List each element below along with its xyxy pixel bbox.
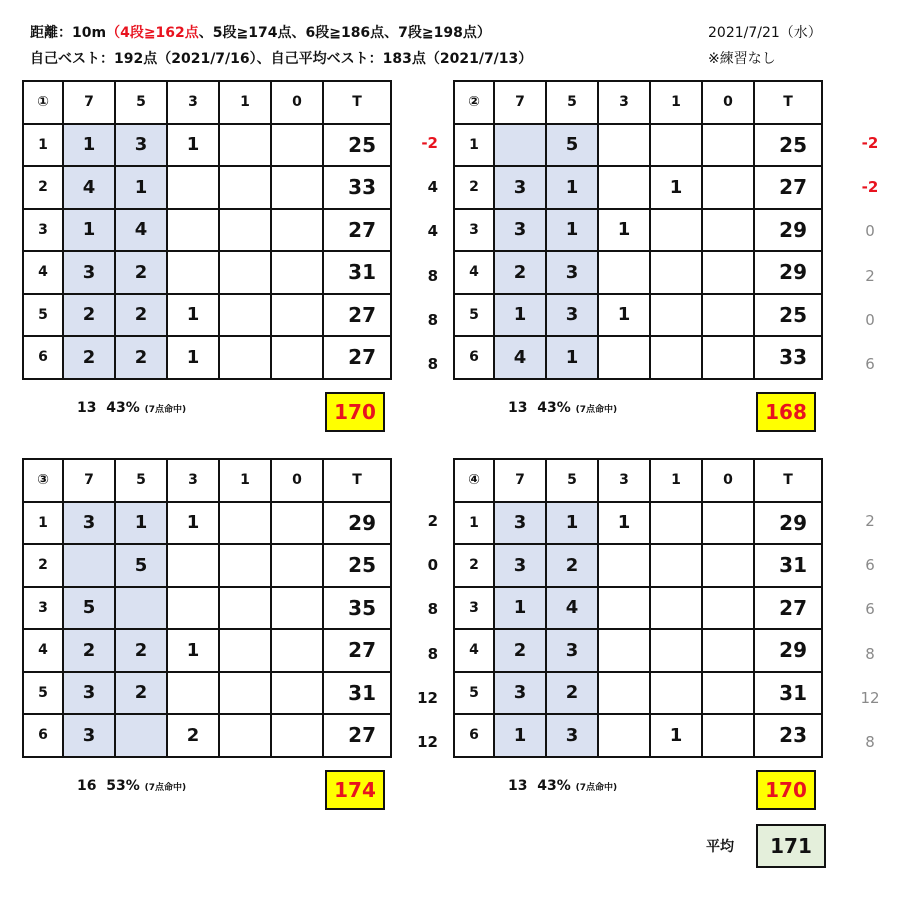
hit-rate-stat [77, 400, 186, 416]
count-3pt [167, 587, 219, 630]
count-7pt: 2 [494, 251, 546, 294]
column-header-0: 0 [271, 81, 323, 124]
end-number: 1 [454, 124, 494, 167]
end-total: 29 [754, 209, 822, 252]
column-header-5: 5 [546, 459, 598, 502]
average-score: 171 [756, 824, 826, 868]
count-7pt: 3 [63, 251, 115, 294]
count-5pt: 3 [546, 714, 598, 757]
count-0pt [702, 587, 754, 630]
end-total: 27 [754, 587, 822, 630]
score-diff: 6 [865, 556, 875, 575]
hit-percentage: 43% [537, 400, 571, 416]
count-1pt [650, 124, 702, 167]
count-5pt: 2 [115, 672, 167, 715]
table-row [23, 251, 391, 294]
grade-thresholds: 、5段≧174点、6段≧186点、7段≧198点） [198, 25, 491, 41]
count-1pt [219, 294, 271, 337]
end-total: 29 [754, 251, 822, 294]
count-1pt [219, 629, 271, 672]
count-5pt: 4 [546, 587, 598, 630]
score-diff: 8 [427, 266, 438, 285]
count-3pt: 2 [167, 714, 219, 757]
score-diff: 8 [427, 355, 438, 373]
table-row [23, 587, 391, 630]
score-diff: 8 [427, 600, 438, 619]
end-number: 1 [454, 502, 494, 545]
end-number: 2 [23, 166, 63, 209]
count-1pt [219, 336, 271, 379]
round-panel-2 [453, 80, 823, 424]
count-5pt: 2 [115, 629, 167, 672]
end-total: 33 [754, 336, 822, 379]
table-row [23, 502, 391, 545]
score-diff: 8 [427, 644, 438, 663]
count-0pt [271, 587, 323, 630]
score-diff: 6 [865, 355, 875, 373]
count-3pt [598, 251, 650, 294]
count-7pt: 3 [494, 502, 546, 545]
end-number: 4 [23, 251, 63, 294]
table-row [454, 672, 822, 715]
end-number: 2 [454, 544, 494, 587]
end-number: 5 [454, 294, 494, 337]
header-row [454, 81, 822, 124]
count-7pt: 2 [63, 294, 115, 337]
count-0pt [702, 714, 754, 757]
end-total: 35 [323, 587, 391, 630]
count-1pt [650, 629, 702, 672]
column-header-5: 5 [546, 81, 598, 124]
count-0pt [702, 251, 754, 294]
count-5pt: 2 [115, 294, 167, 337]
count-3pt: 1 [598, 209, 650, 252]
round-total: 170 [325, 392, 385, 432]
count-3pt [598, 124, 650, 167]
end-number: 6 [23, 336, 63, 379]
count-5pt: 1 [546, 336, 598, 379]
end-total: 25 [754, 124, 822, 167]
table-row [454, 124, 822, 167]
count-1pt [219, 124, 271, 167]
table-row [454, 587, 822, 630]
table-row [454, 502, 822, 545]
table-row [454, 166, 822, 209]
score-diff: 2 [427, 512, 438, 530]
count-0pt [702, 166, 754, 209]
count-1pt: 1 [650, 714, 702, 757]
score-diff: 0 [865, 310, 875, 329]
end-total: 27 [323, 209, 391, 252]
count-5pt [115, 714, 167, 757]
date-label: 2021/7/21（水） [708, 25, 822, 41]
count-1pt: 1 [650, 166, 702, 209]
round-total: 174 [325, 770, 385, 810]
count-7pt: 3 [494, 672, 546, 715]
count-7pt [63, 544, 115, 587]
end-total: 25 [754, 294, 822, 337]
count-7pt [494, 124, 546, 167]
end-total: 27 [323, 336, 391, 379]
hit-note: (7点命中) [575, 783, 618, 793]
column-header-1: 1 [219, 81, 271, 124]
end-total: 31 [754, 544, 822, 587]
count-7pt: 2 [63, 629, 115, 672]
count-1pt [650, 209, 702, 252]
table-row [23, 672, 391, 715]
score-diff: 8 [865, 644, 875, 663]
count-3pt: 1 [598, 502, 650, 545]
count-7pt: 1 [63, 209, 115, 252]
count-3pt [598, 629, 650, 672]
end-total: 25 [323, 124, 391, 167]
count-1pt [219, 587, 271, 630]
hit-rate-stat [508, 778, 617, 794]
count-0pt [271, 294, 323, 337]
count-1pt [219, 672, 271, 715]
count-0pt [271, 336, 323, 379]
score-diff: 0 [865, 222, 875, 241]
count-5pt: 3 [546, 251, 598, 294]
count-0pt [271, 124, 323, 167]
hit-note: (7点命中) [144, 783, 187, 793]
column-header-0: 0 [271, 459, 323, 502]
seven-point-hits: 16 [77, 778, 97, 794]
count-1pt [650, 672, 702, 715]
column-header-1: 1 [650, 459, 702, 502]
count-3pt [598, 336, 650, 379]
count-1pt [650, 251, 702, 294]
end-number: 4 [23, 629, 63, 672]
column-header-T: T [754, 459, 822, 502]
count-3pt: 1 [167, 502, 219, 545]
header-row [454, 459, 822, 502]
score-diff: 4 [427, 178, 438, 197]
end-number: 6 [23, 714, 63, 757]
score-diff: 2 [865, 266, 875, 285]
end-total: 29 [754, 502, 822, 545]
column-header-T: T [323, 81, 391, 124]
column-header-0: 0 [702, 81, 754, 124]
count-0pt [271, 672, 323, 715]
column-header-7: 7 [494, 459, 546, 502]
count-1pt [650, 502, 702, 545]
seven-point-hits: 13 [508, 400, 528, 416]
column-header-3: 3 [598, 81, 650, 124]
end-number: 5 [454, 672, 494, 715]
count-0pt [702, 544, 754, 587]
end-number: 5 [23, 294, 63, 337]
count-7pt: 5 [63, 587, 115, 630]
score-diff: 4 [427, 222, 438, 241]
column-header-0: 0 [702, 459, 754, 502]
count-5pt: 2 [115, 336, 167, 379]
count-3pt [598, 714, 650, 757]
count-1pt [650, 336, 702, 379]
end-total: 29 [754, 629, 822, 672]
column-header-1: 1 [219, 459, 271, 502]
count-5pt: 3 [546, 629, 598, 672]
round-label: ① [23, 81, 63, 124]
count-1pt [219, 502, 271, 545]
count-5pt [115, 587, 167, 630]
count-7pt: 4 [63, 166, 115, 209]
count-0pt [702, 672, 754, 715]
header-row [23, 81, 391, 124]
column-header-1: 1 [650, 81, 702, 124]
table-row [454, 714, 822, 757]
end-total: 31 [323, 251, 391, 294]
count-3pt [167, 251, 219, 294]
score-diff: 0 [427, 556, 438, 575]
table-row [23, 294, 391, 337]
round-label: ④ [454, 459, 494, 502]
count-5pt: 1 [546, 209, 598, 252]
end-total: 27 [323, 629, 391, 672]
count-3pt [598, 672, 650, 715]
count-3pt [598, 544, 650, 587]
count-5pt: 1 [115, 502, 167, 545]
round-panel-4 [453, 458, 823, 802]
end-number: 3 [454, 587, 494, 630]
count-0pt [271, 544, 323, 587]
count-5pt: 2 [546, 544, 598, 587]
count-7pt: 2 [63, 336, 115, 379]
count-5pt: 1 [115, 166, 167, 209]
count-1pt [650, 294, 702, 337]
count-3pt: 1 [167, 294, 219, 337]
end-total: 31 [754, 672, 822, 715]
count-3pt: 1 [167, 336, 219, 379]
count-3pt [167, 544, 219, 587]
count-1pt [219, 166, 271, 209]
count-5pt: 2 [546, 672, 598, 715]
header-row [23, 459, 391, 502]
count-1pt [650, 544, 702, 587]
seven-point-hits: 13 [508, 778, 528, 794]
count-7pt: 3 [63, 502, 115, 545]
round-panel-1 [22, 80, 392, 424]
count-3pt [167, 209, 219, 252]
seven-point-hits: 13 [77, 400, 97, 416]
column-header-3: 3 [167, 459, 219, 502]
table-row [454, 209, 822, 252]
table-row [454, 336, 822, 379]
score-diff: 6 [865, 600, 875, 619]
count-7pt: 3 [63, 714, 115, 757]
count-7pt: 1 [63, 124, 115, 167]
count-3pt: 1 [598, 294, 650, 337]
table-row [23, 209, 391, 252]
end-number: 5 [23, 672, 63, 715]
end-number: 2 [23, 544, 63, 587]
score-diff: 2 [865, 512, 875, 530]
score-diff: 8 [427, 310, 438, 329]
count-0pt [271, 502, 323, 545]
count-7pt: 3 [494, 209, 546, 252]
hit-rate-stat [508, 400, 617, 416]
count-3pt [598, 166, 650, 209]
count-3pt: 1 [167, 629, 219, 672]
hit-note: (7点命中) [144, 405, 187, 415]
end-number: 4 [454, 629, 494, 672]
score-table [22, 80, 392, 380]
end-number: 4 [454, 251, 494, 294]
column-header-5: 5 [115, 81, 167, 124]
count-7pt: 3 [494, 166, 546, 209]
end-number: 6 [454, 714, 494, 757]
table-row [23, 166, 391, 209]
count-0pt [702, 336, 754, 379]
table-row [454, 544, 822, 587]
score-diff: -2 [861, 178, 879, 197]
table-row [23, 714, 391, 757]
count-5pt: 1 [546, 166, 598, 209]
round-label: ② [454, 81, 494, 124]
count-5pt: 5 [546, 124, 598, 167]
count-0pt [271, 714, 323, 757]
end-total: 27 [323, 294, 391, 337]
hit-note: (7点命中) [575, 405, 618, 415]
hit-percentage: 43% [537, 778, 571, 794]
header-line-1 [30, 22, 491, 42]
practice-note: ※練習なし [708, 51, 776, 67]
count-0pt [271, 251, 323, 294]
count-5pt: 3 [546, 294, 598, 337]
table-row [23, 544, 391, 587]
end-total: 27 [754, 166, 822, 209]
count-0pt [271, 209, 323, 252]
end-number: 6 [454, 336, 494, 379]
round-label: ③ [23, 459, 63, 502]
count-0pt [702, 124, 754, 167]
count-1pt [650, 587, 702, 630]
hit-percentage: 53% [106, 778, 140, 794]
count-3pt [167, 166, 219, 209]
column-header-7: 7 [494, 81, 546, 124]
count-1pt [219, 251, 271, 294]
count-3pt: 1 [167, 124, 219, 167]
count-3pt [598, 587, 650, 630]
column-header-7: 7 [63, 459, 115, 502]
count-3pt [167, 672, 219, 715]
column-header-3: 3 [598, 459, 650, 502]
score-diff: 12 [860, 688, 880, 707]
score-diff: -2 [861, 134, 879, 152]
end-total: 29 [323, 502, 391, 545]
table-row [454, 294, 822, 337]
table-row [454, 629, 822, 672]
end-number: 3 [454, 209, 494, 252]
round-total: 170 [756, 770, 816, 810]
count-1pt [219, 714, 271, 757]
score-table [453, 80, 823, 380]
end-total: 31 [323, 672, 391, 715]
count-5pt: 3 [115, 124, 167, 167]
table-row [23, 336, 391, 379]
count-7pt: 3 [63, 672, 115, 715]
score-diff: 12 [417, 688, 438, 707]
end-total: 23 [754, 714, 822, 757]
count-7pt: 2 [494, 629, 546, 672]
end-number: 3 [23, 587, 63, 630]
personal-best-line: 自己ベスト：192点（2021/7/16）、自己平均ベスト：183点（2021/7/13） [30, 51, 533, 67]
count-0pt [702, 294, 754, 337]
hit-percentage: 43% [106, 400, 140, 416]
count-5pt: 5 [115, 544, 167, 587]
end-number: 3 [23, 209, 63, 252]
score-table [22, 458, 392, 758]
count-1pt [219, 209, 271, 252]
count-5pt: 2 [115, 251, 167, 294]
column-header-5: 5 [115, 459, 167, 502]
end-total: 25 [323, 544, 391, 587]
round-total: 168 [756, 392, 816, 432]
hit-rate-stat [77, 778, 186, 794]
column-header-3: 3 [167, 81, 219, 124]
count-0pt [702, 502, 754, 545]
count-7pt: 1 [494, 294, 546, 337]
count-0pt [702, 209, 754, 252]
count-0pt [271, 629, 323, 672]
column-header-7: 7 [63, 81, 115, 124]
count-7pt: 1 [494, 587, 546, 630]
count-7pt: 1 [494, 714, 546, 757]
score-diff: -2 [421, 134, 438, 152]
score-diff: 12 [417, 733, 438, 751]
distance-label: 距離：10m [30, 25, 107, 41]
count-7pt: 4 [494, 336, 546, 379]
count-7pt: 3 [494, 544, 546, 587]
end-total: 27 [323, 714, 391, 757]
round-panel-3 [22, 458, 392, 802]
end-number: 2 [454, 166, 494, 209]
table-row [23, 629, 391, 672]
end-number: 1 [23, 124, 63, 167]
grade-4-threshold: （4段≧162点 [106, 25, 199, 41]
column-header-T: T [323, 459, 391, 502]
score-diff: 8 [865, 733, 875, 751]
table-row [23, 124, 391, 167]
count-0pt [702, 629, 754, 672]
count-5pt: 1 [546, 502, 598, 545]
column-header-T: T [754, 81, 822, 124]
average-label: 平均 [706, 839, 734, 855]
end-total: 33 [323, 166, 391, 209]
count-0pt [271, 166, 323, 209]
count-1pt [219, 544, 271, 587]
end-number: 1 [23, 502, 63, 545]
count-5pt: 4 [115, 209, 167, 252]
table-row [454, 251, 822, 294]
score-table [453, 458, 823, 758]
